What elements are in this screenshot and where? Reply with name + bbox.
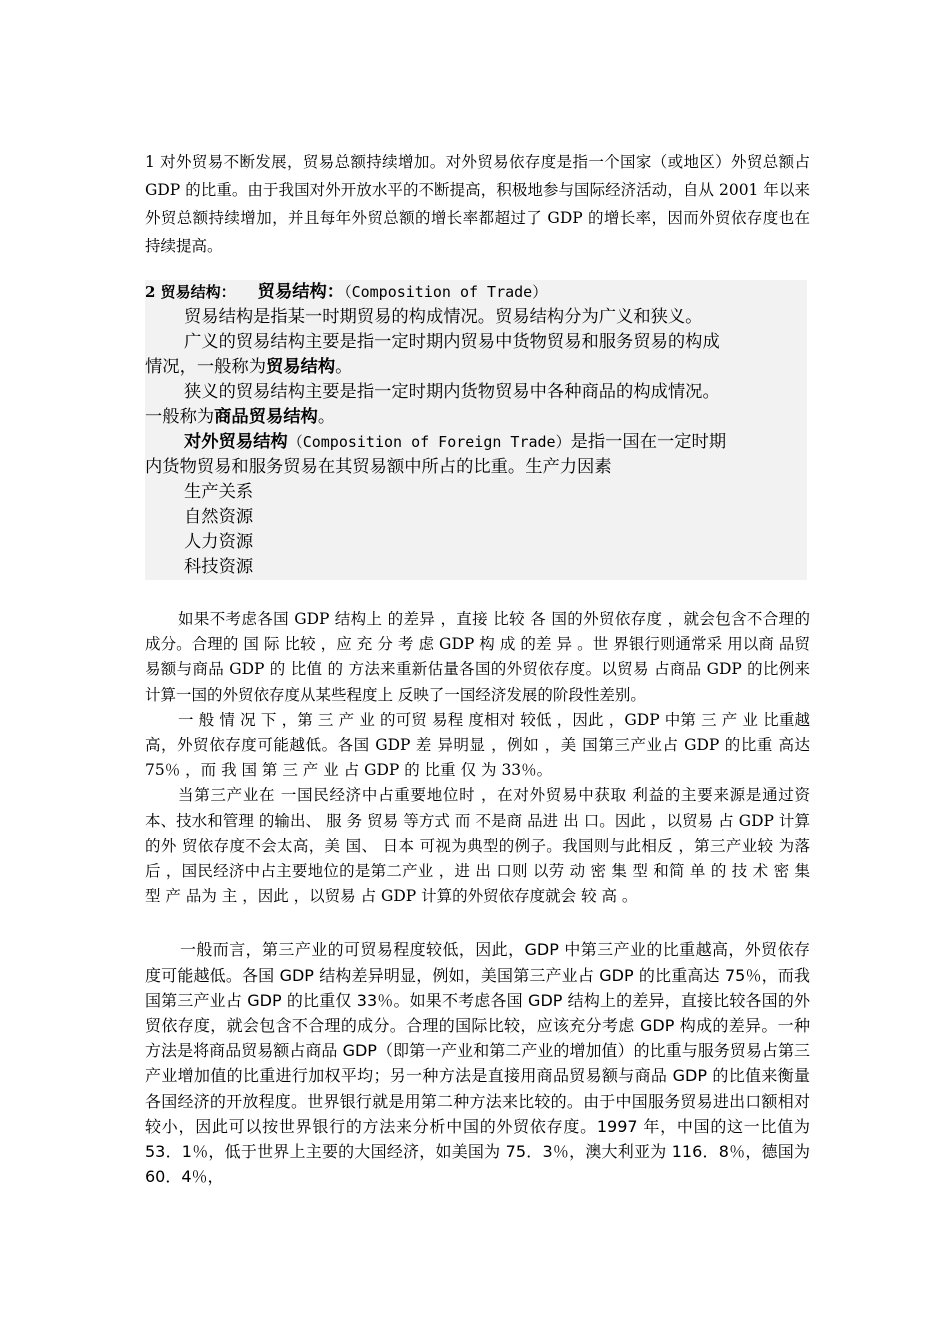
- broad-end: 。: [335, 357, 353, 377]
- narrow-definition-line-2: [145, 405, 807, 430]
- broad-definition-line-2: [145, 355, 807, 380]
- foreign-english: （Composition of Foreign Trade）: [287, 433, 571, 451]
- foreign-rest: 是指一国在一定时期: [570, 432, 727, 452]
- broad-definition-line: 广义的贸易结构主要是指一定时期内贸易中货物贸易和服务贸易的构成: [184, 332, 720, 352]
- document-page: [145, 148, 810, 1189]
- definition-line: 贸易结构是指某一时期贸易的构成情况。贸易结构分为广义和狭义。: [184, 307, 703, 327]
- factor-item: 科技资源: [184, 557, 254, 577]
- tertiary-role-paragraph: 当第三产业在 一国民经济中占重要地位时 ，在对外贸易中获取 利益的主要来源是通过资本、技水和管理 的输出、 服 务 贸易 等方式 而 不是商 品进 出 口。因此 ，以贸易 占 GDP 计算 的外 贸依存度不会太高，美 国、 日本 可视为典型的例子。我国则与此相反 ，第三产业较 为落后 ，国民经济中占主要地位的是第二产业 ，进 出 口则 以劳 动 密 集 型 和简 单 的 技 术 密 集 型 产 品为 主 ，因此 ，以贸易 占 GDP 计算的外贸依存度就会 较 高 。: [145, 786, 810, 906]
- narrow-text: 一般称为: [145, 407, 215, 427]
- foreign-trade-line: [145, 430, 807, 455]
- broad-text: 情况，一般称为: [145, 357, 266, 377]
- factor-item: 人力资源: [184, 532, 254, 552]
- trade-structure-heading: [145, 280, 807, 305]
- narrow-end: 。: [317, 407, 336, 427]
- foreign-term: 对外贸易结构: [184, 432, 288, 452]
- trade-structure-block: [145, 280, 807, 580]
- heading-term: 贸易结构：: [257, 282, 345, 302]
- heading-number: 2 贸易结构：: [145, 283, 236, 301]
- foreign-trade-line-2: 内货物贸易和服务贸易在其贸易额中所占的比重。生产力因素: [145, 457, 612, 477]
- broad-term: 贸易结构: [265, 357, 336, 377]
- analysis-section: [145, 937, 810, 1189]
- comparison-paragraph: 如果不考虑各国 GDP 结构上 的差异 ，直接 比较 各 国的外贸依存度 ，就会包含不合理的成分。合理的 国 际 比较 ，应 充 分 考 虑 GDP 构 成 的差 异 。世 界银行则通常采 用以商 品贸易额与商品 GDP 的 比值 的 方法来重新估量各国的外贸依存度。以贸易 占商品 GDP 的比例来计算一国的外贸依存度从某些程度上 反映了一国经济发展的阶段性差别。: [145, 610, 810, 704]
- analysis-paragraph: 一般而言，第三产业的可贸易程度较低，因此，GDP 中第三产业的比重越高，外贸依存度可能越低。各国 GDP 结构差异明显，例如，美国第三产业占 GDP 的比重高达 75％，而我国第三产业占 GDP 的比重仅 33％。如果不考虑各国 GDP 结构上的差异，直接比较各国的外贸依存度，就会包含不合理的成分。合理的国际比较，应该充分考虑 GDP 构成的差异。一种方法是将商品贸易额占商品 GDP（即第一产业和第二产业的增加值）的比重与服务贸易占第三产业增加值的比重进行加权平均；另一种方法是直接用商品贸易额与商品 GDP 的比值来衡量各国经济的开放程度。世界银行就是用第二种方法来比较的。由于中国服务贸易进出口额相对较小，因此可以按世界银行的方法来分析中国的外贸依存度。1997 年，中国的这一比值为 53．1％，低于世界上主要的大国经济，如美国为 75．3％，澳大利亚为 116．8％，德国为 60．4％，: [145, 940, 810, 1187]
- heading-english: （Composition of Trade）: [344, 283, 548, 301]
- factor-item: 自然资源: [184, 507, 254, 527]
- tertiary-paragraph: 一 般 情 况 下 ，第 三 产 业 的可贸 易程 度相对 较低 ，因此 ，GDP 中第 三 产 业 比重越 高，外贸依存度可能越低。各国 GDP 差 异明显 ，例如 ，美 国第三产业占 GDP 的比重 高达 75％ ，而 我 国 第 三 产 业 占 GDP 的 比重 仅 为 33％。: [145, 710, 810, 780]
- intro-paragraph: 1 对外贸易不断发展，贸易总额持续增加。对外贸易依存度是指一个国家（或地区）外贸总额占 GDP 的比重。由于我国对外开放水平的不断提高，积极地参与国际经济活动，自从 2001 年以来外贸总额持续增加，并且每年外贸总额的增长率都超过了 GDP 的增长率，因而外贸依存度也在持续提高。: [145, 153, 810, 255]
- narrow-term: 商品贸易结构: [214, 407, 318, 427]
- factor-item: 生产关系: [184, 482, 254, 502]
- narrow-definition-line: 狭义的贸易结构主要是指一定时期内货物贸易中各种商品的构成情况。: [184, 382, 720, 402]
- comparison-section: [145, 607, 810, 909]
